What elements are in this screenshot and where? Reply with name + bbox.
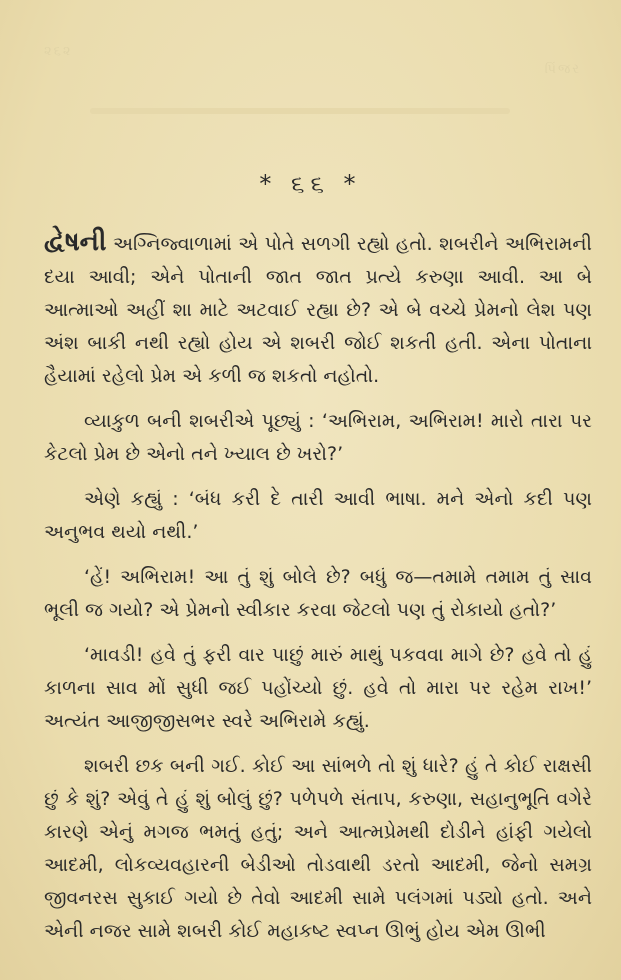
paragraph-1: [44, 226, 592, 393]
bleed-through-text: [90, 108, 510, 114]
paragraph-5: ‘માવડી! હવે તું ફરી વાર પાછું મારું માથું પકવવા માગે છે? હવે તો હું કાળના સાવ મોં સુધી જઈ પહોંચ્યો છું. હવે તો મારા પર રહેમ રાખ!’ અત્યંત આજીજીસભર સ્વરે અભિરામે કહ્યું.: [44, 644, 592, 732]
paragraph-6: શબરી છક બની ગઈ. કોઈ આ સાંભળે તો શું ધારે? હું તે કોઈ રાક્ષસી છું કે શું? એવું તે હું શું બોલું છું? પળેપળે સંતાપ, કરુણા, સહાનુભૂતિ વગેરે કારણે એનું મગજ ભમતું હતું; અને આત્મપ્રેમથી દોડીને હાંફી ગયેલો આદમી, લોકવ્યવહારની બેડીઓ તોડવાથી ડરતો આદમી, જેનો સમગ્ર જીવનરસ સુકાઈ ગયો છે તેવો આદમી સામે પલંગમાં પડ્યો હતો. અને એની નજર સામે શબરી કોઈ મહાકષ્ટ સ્વપ્ન ઊભું હોય એમ ઊભી: [44, 755, 592, 942]
paragraph-4: ‘હેં! અભિરામ! આ તું શું બોલે છે? બધું જ—તમામે તમામ તું સાવ ભૂલી જ ગયો? એ પ્રેમનો સ્વીકાર કરવા જેટલો પણ તું રોકાયો હતો?’: [44, 566, 592, 621]
running-title-bleed: પિંજર: [544, 62, 581, 77]
body-text: [44, 226, 592, 960]
page-number-bleed: ૨૬૨: [44, 44, 73, 59]
paragraph-2: વ્યાકુળ બની શબરીએ પૂછ્યું : ‘અભિરામ, અભિરામ! મારો તારા પર કેટલો પ્રેમ છે એનો તને ખ્યાલ છે ખરો?’: [44, 410, 592, 465]
chapter-number: * ૬૬ *: [259, 170, 362, 198]
paragraph-1-text: અગ્નિજ્વાળામાં એ પોતે સળગી રહ્યો હતો. શબરીને અભિરામની દયા આવી; એને પોતાની જાત જાત પ્રત્યે કરુણા આવી. આ બે આત્માઓ અહીં શા માટે અટવાઈ રહ્યા છે? એ બે વચ્ચે પ્રેમનો લેશ પણ અંશ બાકી નથી રહ્યો હોય એ શબરી જોઈ શકતી હતી. એના પોતાના હૈયામાં રહેલો પ્રેમ એ કળી જ શકતો નહોતો.: [44, 233, 592, 387]
paragraph-3: એણે કહ્યું : ‘બંધ કરી દે તારી આવી ભાષા. મને એનો કદી પણ અનુભવ થયો નથી.’: [44, 488, 592, 543]
opening-word: દ્વેષની: [44, 227, 107, 257]
